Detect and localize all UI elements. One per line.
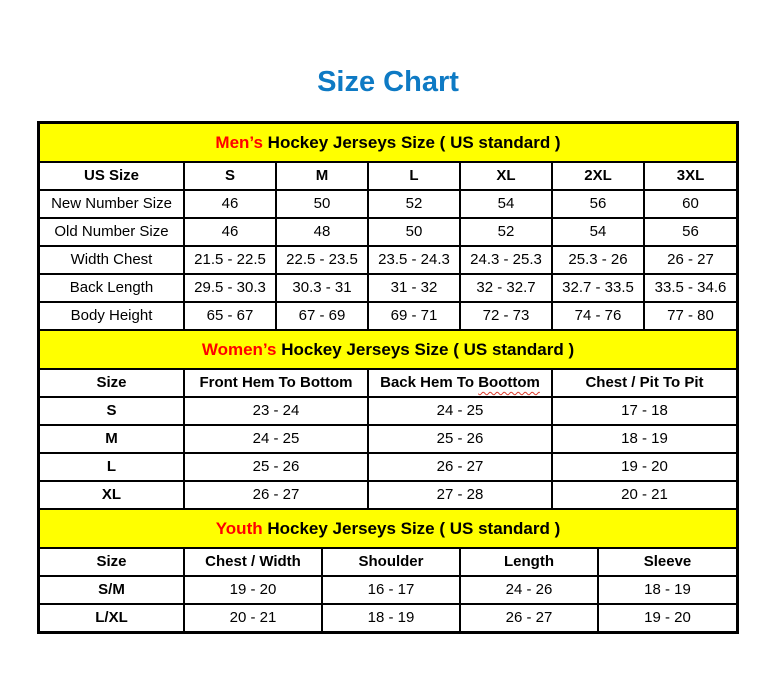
- size-value: 27 - 28: [368, 481, 552, 508]
- size-value: 26 - 27: [460, 604, 598, 631]
- size-value: 65 - 67: [184, 302, 276, 329]
- column-header: Length: [460, 549, 598, 576]
- column-header: Shoulder: [322, 549, 460, 576]
- size-value: 67 - 69: [276, 302, 368, 329]
- column-header: Back Hem To Boottom: [368, 370, 552, 397]
- table-row: [40, 274, 736, 302]
- size-value: 46: [184, 218, 276, 246]
- table-row: [40, 302, 736, 329]
- page-title: Size Chart: [317, 66, 459, 98]
- size-value: 26 - 27: [644, 246, 736, 274]
- size-value: 20 - 21: [552, 481, 736, 508]
- size-chart-tables: [37, 121, 739, 634]
- section-title-highlight: Women’s: [201, 340, 277, 359]
- size-value: 23 - 24: [184, 397, 368, 425]
- row-label: Width Chest: [40, 246, 184, 274]
- section-title-highlight: Men’s: [215, 133, 263, 152]
- table-row: [40, 604, 736, 631]
- size-value: 25 - 26: [368, 425, 552, 453]
- size-value: 48: [276, 218, 368, 246]
- column-header: L: [368, 163, 460, 190]
- column-header: 3XL: [644, 163, 736, 190]
- row-label: Old Number Size: [40, 218, 184, 246]
- section-title-text: Hockey Jerseys Size ( US standard ): [276, 340, 575, 359]
- column-header: Chest / Pit To Pit: [552, 370, 736, 397]
- column-header: 2XL: [552, 163, 644, 190]
- size-value: 33.5 - 34.6: [644, 274, 736, 302]
- table-row: [40, 246, 736, 274]
- table-row: [40, 190, 736, 218]
- table-row: [40, 218, 736, 246]
- row-label: XL: [40, 481, 184, 508]
- size-value: 32 - 32.7: [460, 274, 552, 302]
- size-value: 69 - 71: [368, 302, 460, 329]
- size-value: 46: [184, 190, 276, 218]
- size-value: 24.3 - 25.3: [460, 246, 552, 274]
- table-row: [40, 397, 736, 425]
- column-header: S: [184, 163, 276, 190]
- size-value: 20 - 21: [184, 604, 322, 631]
- size-value: 52: [460, 218, 552, 246]
- youth-size-table: [40, 549, 736, 631]
- row-label: L/XL: [40, 604, 184, 631]
- size-value: 25.3 - 26: [552, 246, 644, 274]
- row-label: S/M: [40, 576, 184, 604]
- row-label: L: [40, 453, 184, 481]
- row-label: Back Length: [40, 274, 184, 302]
- size-value: 18 - 19: [552, 425, 736, 453]
- size-value: 17 - 18: [552, 397, 736, 425]
- youth-section-title: [40, 508, 736, 549]
- womens-section-title: [40, 329, 736, 370]
- size-value: 24 - 25: [184, 425, 368, 453]
- size-value: 54: [552, 218, 644, 246]
- size-value: 18 - 19: [322, 604, 460, 631]
- section-title-highlight: Youth: [215, 519, 263, 538]
- size-value: 21.5 - 22.5: [184, 246, 276, 274]
- size-value: 72 - 73: [460, 302, 552, 329]
- section-title-text: Hockey Jerseys Size ( US standard ): [262, 519, 561, 538]
- size-value: 19 - 20: [184, 576, 322, 604]
- size-value: 54: [460, 190, 552, 218]
- size-value: 56: [552, 190, 644, 218]
- column-header: Size: [40, 370, 184, 397]
- row-label: M: [40, 425, 184, 453]
- column-header: US Size: [40, 163, 184, 190]
- mens-section-title: [40, 124, 736, 163]
- table-row: [40, 453, 736, 481]
- mens-size-table: [40, 163, 736, 329]
- size-value: 25 - 26: [184, 453, 368, 481]
- row-label: S: [40, 397, 184, 425]
- size-value: 23.5 - 24.3: [368, 246, 460, 274]
- size-value: 26 - 27: [368, 453, 552, 481]
- column-header: Size: [40, 549, 184, 576]
- size-value: 50: [368, 218, 460, 246]
- table-row: [40, 481, 736, 508]
- misspelled-word: Boottom: [478, 374, 540, 391]
- column-header: Front Hem To Bottom: [184, 370, 368, 397]
- size-value: 22.5 - 23.5: [276, 246, 368, 274]
- column-header: XL: [460, 163, 552, 190]
- size-value: 74 - 76: [552, 302, 644, 329]
- size-value: 16 - 17: [322, 576, 460, 604]
- row-label: New Number Size: [40, 190, 184, 218]
- size-value: 29.5 - 30.3: [184, 274, 276, 302]
- table-row: [40, 576, 736, 604]
- size-value: 26 - 27: [184, 481, 368, 508]
- mens-header-row: [40, 163, 736, 190]
- size-value: 30.3 - 31: [276, 274, 368, 302]
- column-header: Chest / Width: [184, 549, 322, 576]
- size-value: 18 - 19: [598, 576, 736, 604]
- size-value: 24 - 25: [368, 397, 552, 425]
- size-value: 56: [644, 218, 736, 246]
- size-value: 52: [368, 190, 460, 218]
- size-value: 32.7 - 33.5: [552, 274, 644, 302]
- youth-header-row: [40, 549, 736, 576]
- column-header: Sleeve: [598, 549, 736, 576]
- size-value: 19 - 20: [598, 604, 736, 631]
- womens-header-row: [40, 370, 736, 397]
- size-value: 31 - 32: [368, 274, 460, 302]
- section-title-text: Hockey Jerseys Size ( US standard ): [262, 133, 561, 152]
- table-row: [40, 425, 736, 453]
- size-value: 60: [644, 190, 736, 218]
- row-label: Body Height: [40, 302, 184, 329]
- size-value: 77 - 80: [644, 302, 736, 329]
- size-value: 24 - 26: [460, 576, 598, 604]
- size-value: 19 - 20: [552, 453, 736, 481]
- size-value: 50: [276, 190, 368, 218]
- womens-size-table: [40, 370, 736, 508]
- column-header: M: [276, 163, 368, 190]
